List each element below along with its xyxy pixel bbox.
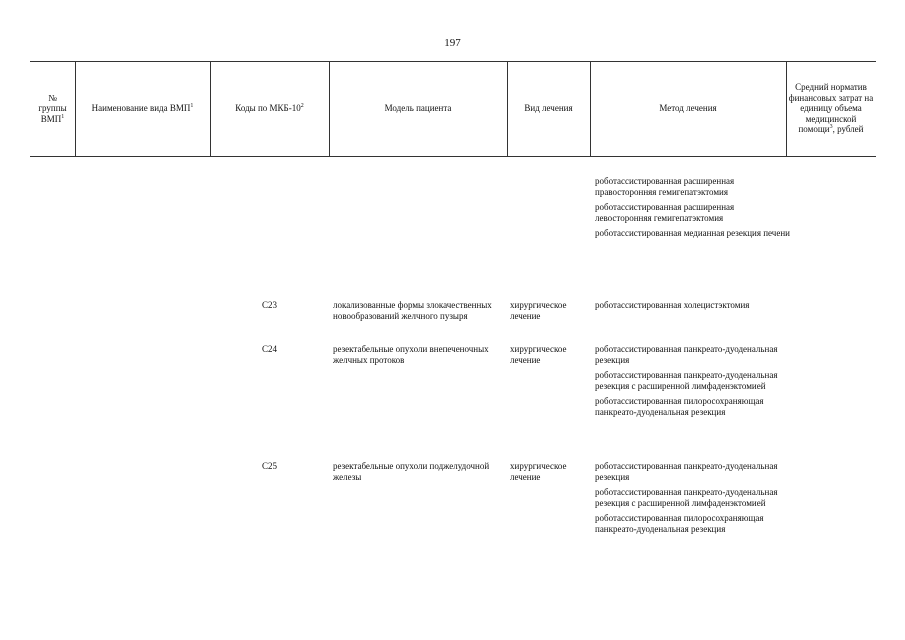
header-treatment-method [590, 61, 786, 156]
footnote-marker: 2 [300, 103, 304, 110]
header-patient-model-text: Модель пациента [384, 103, 452, 114]
header-icd-codes-text: Коды по МКБ-10 [235, 103, 301, 114]
method-item: роботассистированная пилоросохраняющая панкреато-дуоденальная резекция [595, 396, 764, 417]
header-patient-model [329, 61, 507, 156]
header-icd-codes [210, 61, 329, 156]
icd-code: C23 [262, 300, 278, 310]
header-treatment-method-text: Метод лечения [659, 103, 717, 114]
method-item: роботассистированная панкреато-дуоденальная резекция с расширенной лимфаденэктомией [595, 370, 778, 391]
page-number: 197 [444, 37, 461, 49]
header-bottom-border [30, 156, 876, 157]
header-treatment-type-text: Вид лечения [524, 103, 573, 114]
treatment-methods [595, 300, 790, 316]
method-item: роботассистированная расширенная левосторонняя гемигепатэктомия [595, 202, 735, 223]
method-item: роботассистированная пилоросохраняющая панкреато-дуоденальная резекция [595, 513, 764, 534]
header-vmp-name [75, 61, 210, 156]
treatment-type: хирургическое лечение [510, 300, 567, 321]
continued-methods [595, 176, 790, 244]
footnote-marker: 3 [829, 124, 833, 131]
icd-code: C24 [262, 344, 278, 354]
footnote-marker: 1 [61, 113, 65, 120]
header-group-no [30, 61, 75, 156]
treatment-type: хирургическое лечение [510, 344, 567, 365]
method-item: роботассистированная панкреато-дуоденальная резекция с расширенной лимфаденэктомией [595, 487, 778, 508]
treatment-methods [595, 344, 790, 422]
patient-model: резектабельные опухоли поджелудочной железы [333, 461, 490, 482]
header-group-no-text: № группы ВМП [38, 92, 67, 124]
treatment-methods [595, 461, 790, 539]
footnote-marker: 1 [190, 103, 194, 110]
patient-model: резектабельные опухоли внепеченочных желчных протоков [333, 344, 489, 365]
header-avg-cost [786, 61, 876, 156]
method-item: роботассистированная расширенная правосторонняя гемигепатэктомия [595, 176, 735, 197]
icd-code: C25 [262, 461, 278, 471]
patient-model: локализованные формы злокачественных новообразований желчного пузыря [333, 300, 492, 321]
method-item: роботассистированная панкреато-дуоденальная резекция [595, 344, 778, 365]
header-avg-cost-text: Средний норматив финансовых затрат на единицу объема медицинской помощи [788, 82, 874, 135]
method-item: роботассистированная панкреато-дуоденальная резекция [595, 461, 778, 482]
method-item: роботассистированная холецистэктомия [595, 300, 750, 310]
header-treatment-type [507, 61, 590, 156]
treatment-type: хирургическое лечение [510, 461, 567, 482]
header-vmp-name-text: Наименование вида ВМП [91, 103, 191, 114]
method-item: роботассистированная медианная резекция печени [595, 228, 790, 238]
header-avg-cost-unit: , рублей [832, 124, 864, 135]
